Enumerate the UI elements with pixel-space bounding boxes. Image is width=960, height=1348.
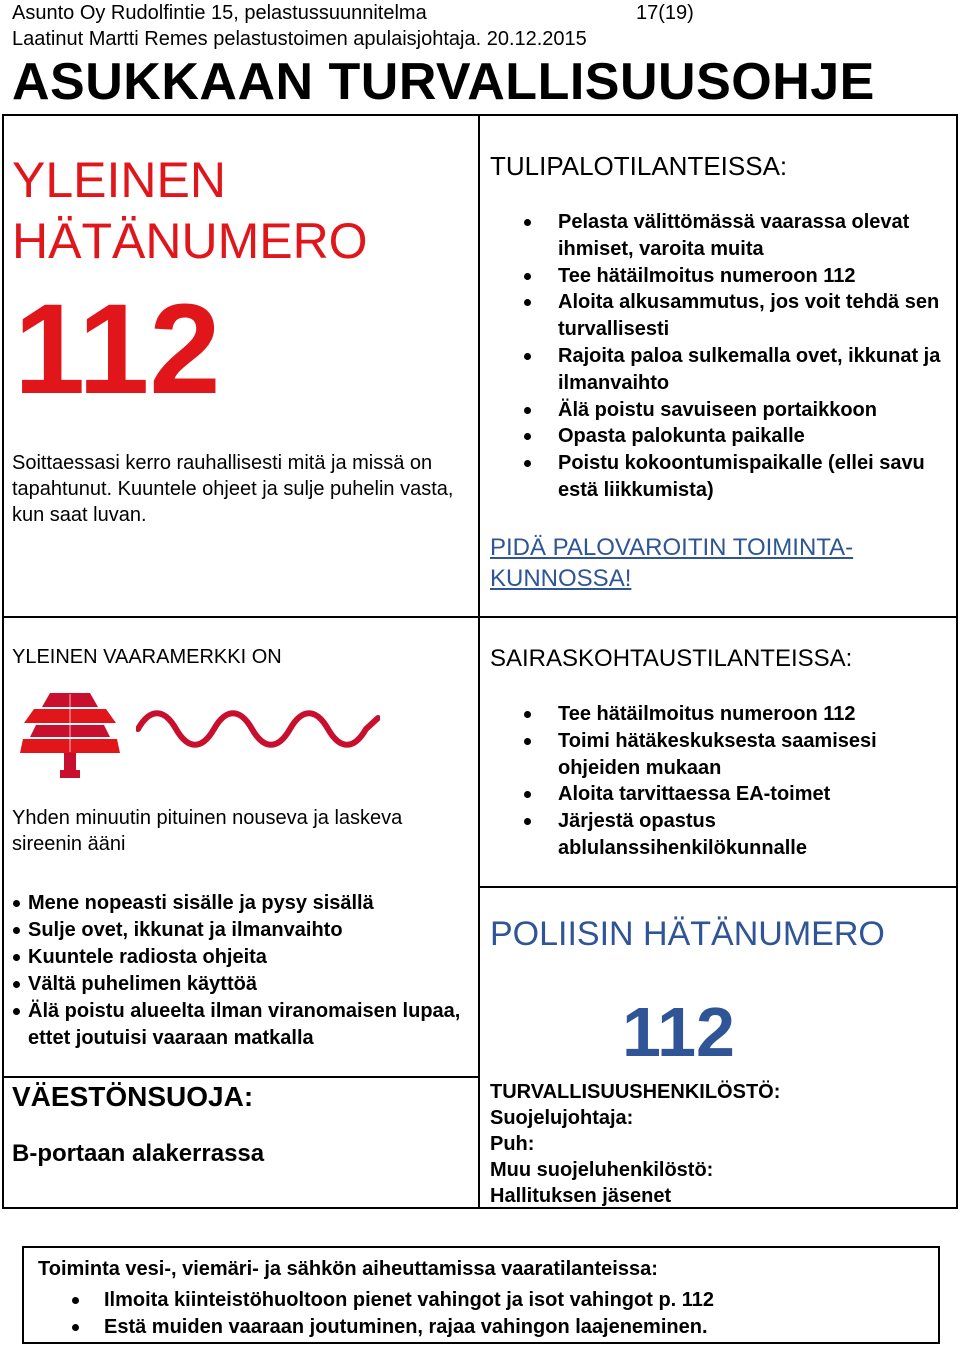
staff-line: Suojelujohtaja: [490,1107,634,1129]
list-item: Järjestä opastus ablulanssihenkilökunnalle [490,808,954,862]
fire-list [490,209,954,504]
staff-block [490,1079,954,1209]
warning-heading: YLEINEN VAARAMERKKI ON [12,646,282,668]
staff-line: Muu suojeluhenkilöstö: [490,1159,714,1181]
staff-heading: TURVALLISUUSHENKILÖSTÖ: [490,1081,781,1103]
list-item: Rajoita paloa sulkemalla ovet, ikkunat ja ilmanvaihto [490,343,954,397]
list-item: Pelasta välittömässä vaarassa olevat ihmiset, varoita muita [490,209,954,263]
shelter-location: B-portaan alakerrassa [12,1140,265,1167]
list-item: Toimi hätäkeskuksesta saamisesi ohjeiden mukaan [490,728,954,782]
police-heading: POLIISIN HÄTÄNUMERO [490,915,885,953]
list-item: Tee hätäilmoitus numeroon 112 [490,263,954,290]
list-item: Vältä puhelimen käyttöä [12,971,470,998]
page-title: ASUKKAAN TURVALLISUUSOHJE [12,53,875,111]
emergency-heading-line2: HÄTÄNUMERO [12,213,368,269]
list-item: Sulje ovet, ikkunat ja ilmanvaihto [12,917,470,944]
emergency-number: 112 [14,278,221,421]
siren-description: Yhden minuutin pituinen nouseva ja laskeva sireenin ääni [12,807,403,855]
emergency-heading-line1: YLEINEN [12,152,226,208]
list-item: Tee hätäilmoitus numeroon 112 [490,701,954,728]
utility-list [38,1287,928,1341]
shelter-heading: VÄESTÖNSUOJA: [12,1081,254,1112]
siren-icon [20,690,120,784]
staff-line: Puh: [490,1133,535,1155]
list-item: Aloita tarvittaessa EA-toimet [490,781,954,808]
police-number: 112 [622,993,735,1071]
illness-list [490,701,954,862]
utility-heading: Toiminta vesi-, viemäri- ja sähkön aiheuttamissa vaaratilanteissa: [38,1258,658,1280]
list-item: Älä poistu alueelta ilman viranomaisen lupaa, ettet joutuisi vaaraan matkalla [12,998,470,1052]
list-item: Älä poistu savuiseen portaikkoon [490,397,954,424]
staff-line: Hallituksen jäsenet [490,1185,672,1207]
list-item: Kuuntele radiosta ohjeita [12,944,470,971]
smoke-alarm-note: PIDÄ PALOVAROITIN TOIMINTA-KUNNOSSA! [490,534,854,592]
header-doc-title: Asunto Oy Rudolfintie 15, pelastussuunnitelma [12,2,427,24]
header-page-number: 17(19) [636,2,694,24]
list-item: Aloita alkusammutus, jos voit tehdä sen turvallisesti [490,289,954,343]
list-item: Ilmoita kiinteistöhuoltoon pienet vahingot ja isot vahingot p. 112 [38,1287,928,1314]
header-author: Laatinut Martti Remes pelastustoimen apulaisjohtaja. 20.12.2015 [12,28,587,50]
list-item: Mene nopeasti sisälle ja pysy sisällä [12,890,470,917]
list-item: Opasta palokunta paikalle [490,423,954,450]
list-item: Poistu kokoontumispaikalle (ellei savu estä liikkumista) [490,450,954,504]
illness-heading: SAIRASKOHTAUSTILANTEISSA: [490,645,853,672]
emergency-note: Soittaessasi kerro rauhallisesti mitä ja missä on tapahtunut. Kuuntele ohjeet ja sulje puhelin vasta, kun saat luvan. [12,452,454,526]
list-item: Estä muiden vaaraan joutuminen, rajaa vahingon laajeneminen. [38,1314,928,1341]
fire-heading: TULIPALOTILANTEISSA: [490,151,788,181]
sound-wave-icon [136,702,380,756]
utility-box [22,1246,940,1344]
warning-list [12,890,470,1052]
